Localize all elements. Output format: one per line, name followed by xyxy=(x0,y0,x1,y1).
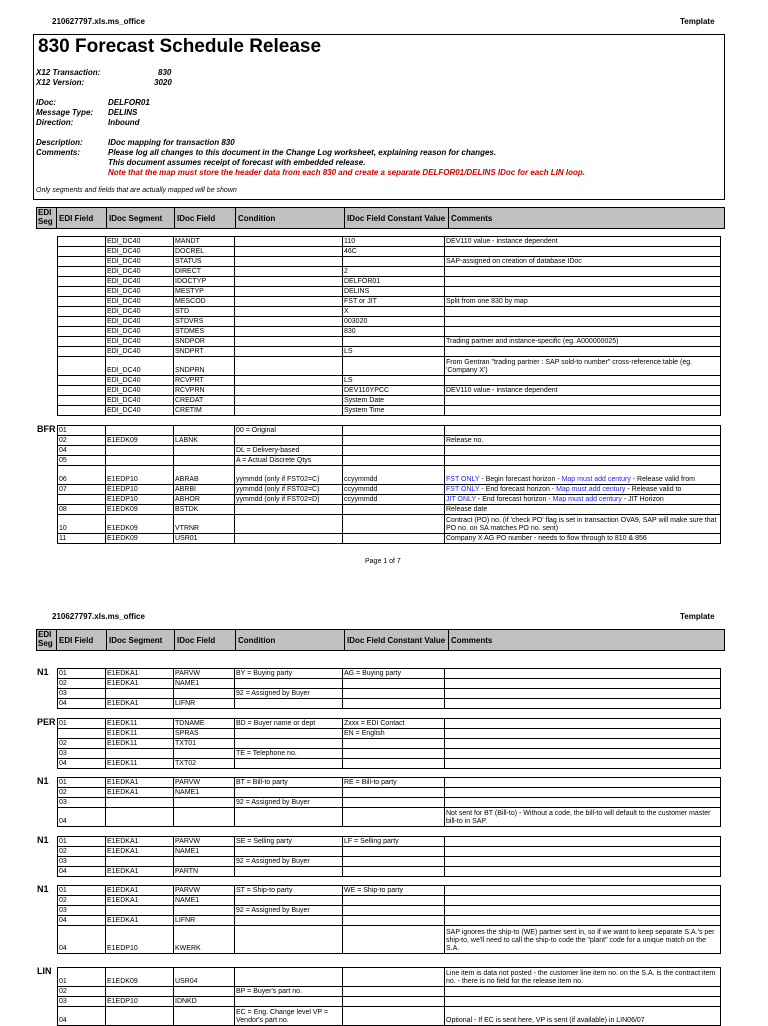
segment-table-n1 xyxy=(57,777,721,827)
table-row: 04 EC = Eng. Change level VP = Vendor's part no. Optional - If EC is sent here, VP is sent (if available) in LIN06/07 xyxy=(58,1007,721,1026)
x12-transaction-value: 830 xyxy=(158,68,172,77)
x12-transaction-label: X12 Transaction: xyxy=(36,68,101,77)
table-row: EDI_DC40 DOCREL 46C xyxy=(58,247,721,257)
segment-label-n1: N1 xyxy=(37,667,49,677)
col-edi-seg: EDI Seg xyxy=(38,208,53,226)
x12-version-value: 3020 xyxy=(154,78,172,87)
col-idoc-field: IDoc Field xyxy=(177,214,216,223)
segment-label-n1: N1 xyxy=(37,884,49,894)
table-row: EDI_DC40 SNDPRT LS xyxy=(58,347,721,357)
column-header-row xyxy=(36,207,725,229)
table-row: 01 E1EDKA1 PARVW ST = Ship-to party WE = Ship-to party xyxy=(58,886,721,896)
table-row: EDI_DC40 MANDT 110 DEV110 value - instance dependent xyxy=(58,237,721,247)
column-header-row-page2 xyxy=(36,629,725,651)
table-row: EDI_DC40 RCVPRT LS xyxy=(58,376,721,386)
idoc-label: IDoc: xyxy=(36,98,56,107)
bfr-table xyxy=(57,425,721,544)
col-idoc-field: IDoc Field xyxy=(177,636,216,645)
table-row: EDI_DC40 CRETIM System Time xyxy=(58,406,721,416)
table-row: 06 E1EDP10 ABRAB yymmdd (only if FST02=C) ccyymmdd FST ONLY - Begin forecast horizon - Map must add century - Release valid from xyxy=(58,466,721,485)
table-row: 04 Not sent for BT (Bill-to) - Without a code, the bill-to will default to the customer master bill-to in SAP. xyxy=(58,808,721,827)
table-row: 01 E1EDK11 TDNAME BD = Buyer name or dept Zxxx = EDI Contact xyxy=(58,719,721,729)
page-number: Page 1 of 7 xyxy=(365,558,401,565)
col-idoc-segment: IDoc Segment xyxy=(109,636,163,645)
table-row: 07 E1EDP10 ABRBI yymmdd (only if FST02=C) ccyymmdd FST ONLY - End forecast horizon - Map must add century - Release valid to xyxy=(58,485,721,495)
table-row: EDI_DC40 STATUS SAP-assigned on creation of database IDoc xyxy=(58,257,721,267)
col-comments: Comments xyxy=(451,636,493,645)
table-row: 02 E1EDKA1 NAME1 xyxy=(58,847,721,857)
table-row: 04 DL = Delivery-based xyxy=(58,446,721,456)
description-label: Description: xyxy=(36,138,83,147)
table-row: EDI_DC40 MESTYP DELINS xyxy=(58,287,721,297)
template-label: Template xyxy=(680,17,715,26)
table-row: EDI_DC40 DIRECT 2 xyxy=(58,267,721,277)
table-row: EDI_DC40 MESCOD FST or JIT Split from one 830 by map xyxy=(58,297,721,307)
table-row: 03 92 = Assigned by Buyer xyxy=(58,798,721,808)
table-row: 04 E1EDK11 TXT02 xyxy=(58,759,721,769)
segment-table-n1 xyxy=(57,668,721,709)
comments-label: Comments: xyxy=(36,148,81,157)
segment-table-n1 xyxy=(57,885,721,954)
file-name: 210627797.xls.ms_office xyxy=(52,17,145,26)
table-row: 08 E1EDK09 BSTDK Release date xyxy=(58,505,721,515)
table-row: 11 E1EDK09 USR01 Company X AG PO number - needs to flow through to 810 & 856 xyxy=(58,534,721,544)
table-row: EDI_DC40 STDMES 830 xyxy=(58,327,721,337)
table-row: 03 92 = Assigned by Buyer xyxy=(58,857,721,867)
table-row: 04 E1EDKA1 PARTN xyxy=(58,867,721,877)
table-row: 01 E1EDKA1 PARVW BT = Bill-to party RE = Bill-to party xyxy=(58,778,721,788)
message-type-label: Message Type: xyxy=(36,108,94,117)
table-row: 01 E1EDKA1 PARVW SE = Selling party LF = Selling party xyxy=(58,837,721,847)
file-name-page2: 210627797.xls.ms_office xyxy=(52,612,145,621)
col-condition: Condition xyxy=(238,214,276,223)
col-constant-value: IDoc Field Constant Value xyxy=(347,214,446,223)
segment-label-lin: LIN xyxy=(37,966,52,976)
table-row: EDI_DC40 STDVRS 003020 xyxy=(58,317,721,327)
table-row: 03 92 = Assigned by Buyer xyxy=(58,689,721,699)
table-row: 01 E1EDK09 USR04 Line item is data not posted - the customer line item no. on the S.A. is the contract item no. - there is no field for the release item no. xyxy=(58,968,721,987)
edi-dc40-table xyxy=(57,236,721,416)
page-title: 830 Forecast Schedule Release xyxy=(38,36,322,57)
table-row: 02 E1EDKA1 NAME1 xyxy=(58,896,721,906)
comment-line-2: This document assumes receipt of forecast with embedded release. xyxy=(108,158,366,167)
col-edi-seg: EDI Seg xyxy=(38,630,53,648)
comment-line-3: Note that the map must store the header data from each 830 and create a separate DELFOR01/DELINS IDoc for each LIN loop. xyxy=(108,168,586,177)
table-row: 04 E1EDKA1 LIFNR xyxy=(58,916,721,926)
table-row: EDI_DC40 STD X xyxy=(58,307,721,317)
table-row: 04 E1EDP10 KWERK SAP ignores the ship-to (WE) partner sent in, so if we want to keep separate S.A.'s per ship-to, we'll need to call the ship-to code the "plant" code for a unique match on the S.A. xyxy=(58,926,721,954)
table-row: EDI_DC40 CREDAT System Date xyxy=(58,396,721,406)
table-row: 05 A = Actual Discrete Qtys xyxy=(58,456,721,466)
table-row: EDI_DC40 SNDPOR Trading partner and instance-specific (eg. A000000025) xyxy=(58,337,721,347)
table-row: EDI_DC40 RCVPRN DEV110YPCC DEV110 value - instance dependent xyxy=(58,386,721,396)
table-row: EDI_DC40 SNDPRN From Gentran "trading partner : SAP sold-to number" cross-reference table (eg. 'Company X') xyxy=(58,357,721,376)
table-row: 01 E1EDKA1 PARVW BY = Buying party AG = Buying party xyxy=(58,669,721,679)
idoc-value: DELFOR01 xyxy=(108,98,150,107)
message-type-value: DELINS xyxy=(108,108,138,117)
segment-table-per xyxy=(57,718,721,769)
segment-table-lin xyxy=(57,967,721,1026)
segment-label-n1: N1 xyxy=(37,776,49,786)
col-edi-field: EDI Field xyxy=(59,636,94,645)
template-label-page2: Template xyxy=(680,612,715,621)
only-mapped-note: Only segments and fields that are actually mapped will be shown xyxy=(36,187,237,194)
table-row: 03 TE = Telephone no. xyxy=(58,749,721,759)
col-idoc-segment: IDoc Segment xyxy=(109,214,163,223)
col-constant-value: IDoc Field Constant Value xyxy=(347,636,446,645)
x12-version-label: X12 Version: xyxy=(36,78,85,87)
table-row: 02 E1EDK11 TXT01 xyxy=(58,739,721,749)
direction-value: Inbound xyxy=(108,118,140,127)
table-row: 02 E1EDK09 LABNK Release no. xyxy=(58,436,721,446)
table-row: EDI_DC40 IDOCTYP DELFOR01 xyxy=(58,277,721,287)
table-row: 03 92 = Assigned by Buyer xyxy=(58,906,721,916)
col-condition: Condition xyxy=(238,636,276,645)
table-row: 10 E1EDK09 VTRNR Contract (PO) no. (if 'check PO' flag is set in transaction OVA9, SAP will make sure that PO no. on SA matches PO no. sent) xyxy=(58,515,721,534)
table-row: 04 E1EDKA1 LIFNR xyxy=(58,699,721,709)
comment-line-1: Please log all changes to this document in the Change Log worksheet, explaining reason for changes. xyxy=(108,148,497,157)
table-row: 02 E1EDKA1 NAME1 xyxy=(58,679,721,689)
direction-label: Direction: xyxy=(36,118,74,127)
table-row: 02 E1EDKA1 NAME1 xyxy=(58,788,721,798)
col-comments: Comments xyxy=(451,214,493,223)
segment-table-n1 xyxy=(57,836,721,877)
segment-label-n1: N1 xyxy=(37,835,49,845)
segment-label-bfr: BFR xyxy=(37,424,56,434)
table-row: 03 E1EDP10 IDNKD xyxy=(58,997,721,1007)
table-row: 02 BP = Buyer's part no. xyxy=(58,987,721,997)
table-row: E1EDP10 ABHOR yymmdd (only if FST02=D) ccyymmdd JIT ONLY - End forecast horizon - Map must add century - JIT Horizon xyxy=(58,495,721,505)
table-row: E1EDK11 SPRAS EN = English xyxy=(58,729,721,739)
col-edi-field: EDI Field xyxy=(59,214,94,223)
table-row: 01 00 = Original xyxy=(58,426,721,436)
description-value: IDoc mapping for transaction 830 xyxy=(108,138,235,147)
segment-label-per: PER xyxy=(37,717,56,727)
